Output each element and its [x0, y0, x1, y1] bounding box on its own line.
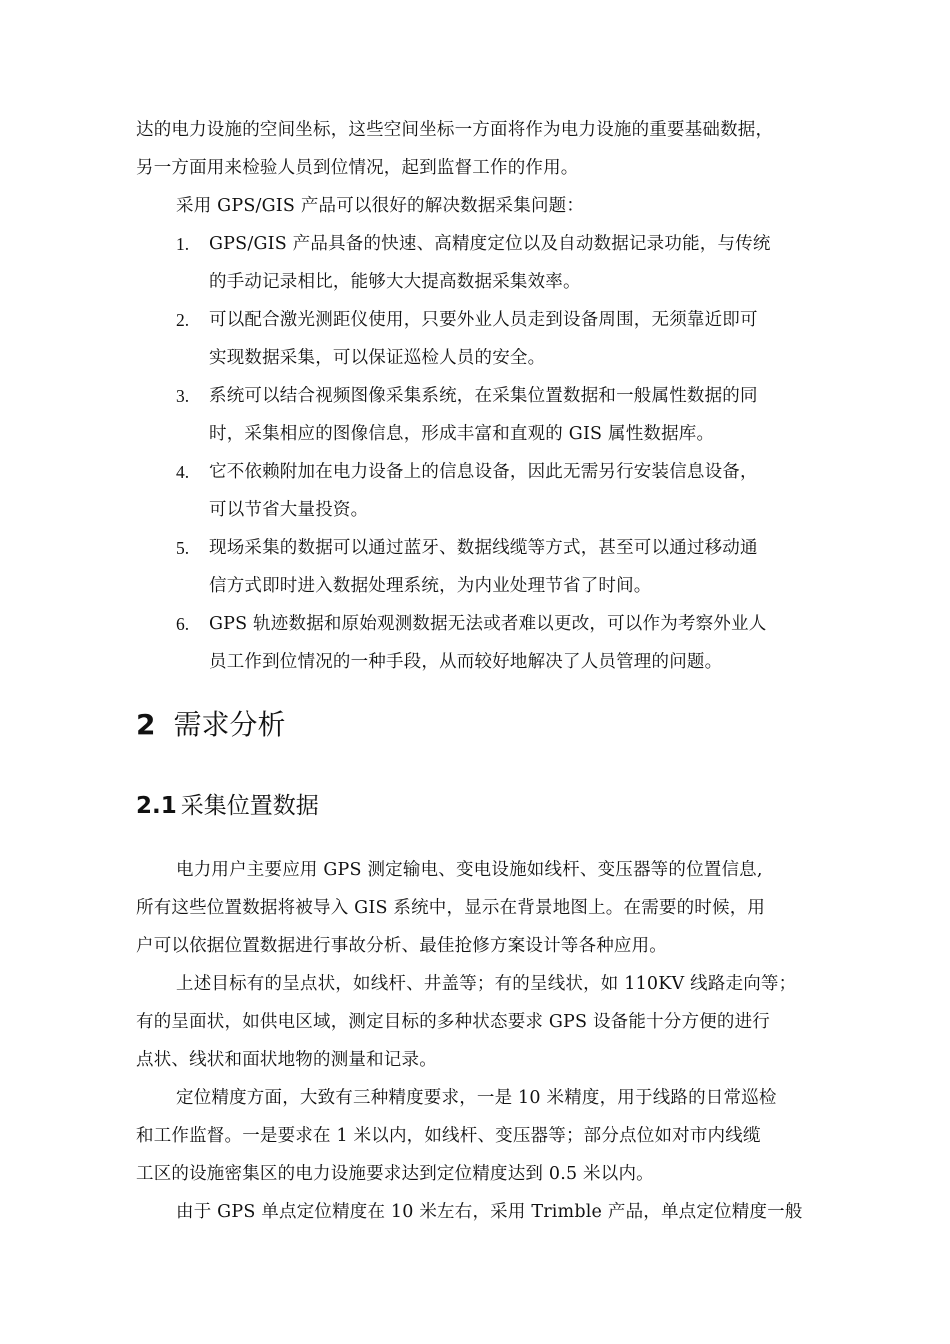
paragraph-line: 所有这些位置数据将被导入 GIS 系统中，显示在背景地图上。在需要的时候，用 — [136, 898, 766, 918]
list-item-text: 可以配合激光测距仪使用，只要外业人员走到设备周围，无须靠近即可 — [209, 310, 758, 330]
list-item-text: 的手动记录相比，能够大大提高数据采集效率。 — [209, 272, 581, 292]
intro-line-2: 另一方面用来检验人员到位情况，起到监督工作的作用。 — [136, 158, 579, 178]
list-item-text: 实现数据采集，可以保证巡检人员的安全。 — [209, 348, 546, 368]
paragraph-line: 有的呈面状，如供电区域，测定目标的多种状态要求 GPS 设备能十分方便的进行 — [136, 1012, 770, 1032]
subsection-number: 2.1 — [136, 793, 177, 819]
paragraph-line: 电力用户主要应用 GPS 测定输电、变电设施如线杆、变压器等的位置信息, — [176, 860, 763, 880]
intro-lead: 采用 GPS/GIS 产品可以很好的解决数据采集问题： — [176, 196, 585, 216]
subsection-title: 采集位置数据 — [180, 793, 319, 819]
paragraph-line: 定位精度方面，大致有三种精度要求，一是 10 米精度，用于线路的日常巡检 — [176, 1088, 777, 1108]
paragraph-line: 由于 GPS 单点定位精度在 10 米左右，采用 Trimble 产品，单点定位精度一般 — [176, 1202, 803, 1222]
section-title: 需求分析 — [173, 708, 286, 741]
list-item-text: GPS/GIS 产品具备的快速、高精度定位以及自动数据记录功能，与传统 — [209, 234, 771, 254]
paragraph-line: 上述目标有的呈点状，如线杆、井盖等；有的呈线状，如 110KV 线路走向等； — [176, 974, 797, 994]
list-item-text: 可以节省大量投资。 — [209, 500, 369, 520]
intro-line-1: 达的电力设施的空间坐标，这些空间坐标一方面将作为电力设施的重要基础数据， — [136, 120, 774, 140]
list-item-text: 时，采集相应的图像信息，形成丰富和直观的 GIS 属性数据库。 — [209, 424, 715, 444]
section-number: 2 — [136, 708, 156, 741]
list-item-number: 2. — [176, 310, 190, 330]
list-item-number: 5. — [176, 538, 190, 558]
list-item-text: 它不依赖附加在电力设备上的信息设备，因此无需另行安装信息设备， — [209, 462, 758, 482]
list-item-text: 信方式即时进入数据处理系统，为内业处理节省了时间。 — [209, 576, 652, 596]
paragraph-line: 和工作监督。一是要求在 1 米以内，如线杆、变压器等；部分点位如对市内线缆 — [136, 1126, 761, 1146]
list-item-text: 员工作到位情况的一种手段，从而较好地解决了人员管理的问题。 — [209, 652, 723, 672]
list-item-text: 系统可以结合视频图像采集系统，在采集位置数据和一般属性数据的同 — [209, 386, 758, 406]
list-item-number: 6. — [176, 614, 190, 634]
paragraph-line: 点状、线状和面状地物的测量和记录。 — [136, 1050, 437, 1070]
paragraph-line: 户可以依据位置数据进行事故分析、最佳抢修方案设计等各种应用。 — [136, 936, 667, 956]
list-item-number: 3. — [176, 386, 190, 406]
list-item-number: 4. — [176, 462, 190, 482]
list-item-text: 现场采集的数据可以通过蓝牙、数据线缆等方式，甚至可以通过移动通 — [209, 538, 758, 558]
section-heading — [136, 705, 286, 745]
paragraph-line: 工区的设施密集区的电力设施要求达到定位精度达到 0.5 米以内。 — [136, 1164, 654, 1184]
subsection-heading — [136, 788, 319, 824]
list-item-text: GPS 轨迹数据和原始观测数据无法或者难以更改，可以作为考察外业人 — [209, 614, 767, 634]
list-item-number: 1. — [176, 234, 190, 254]
